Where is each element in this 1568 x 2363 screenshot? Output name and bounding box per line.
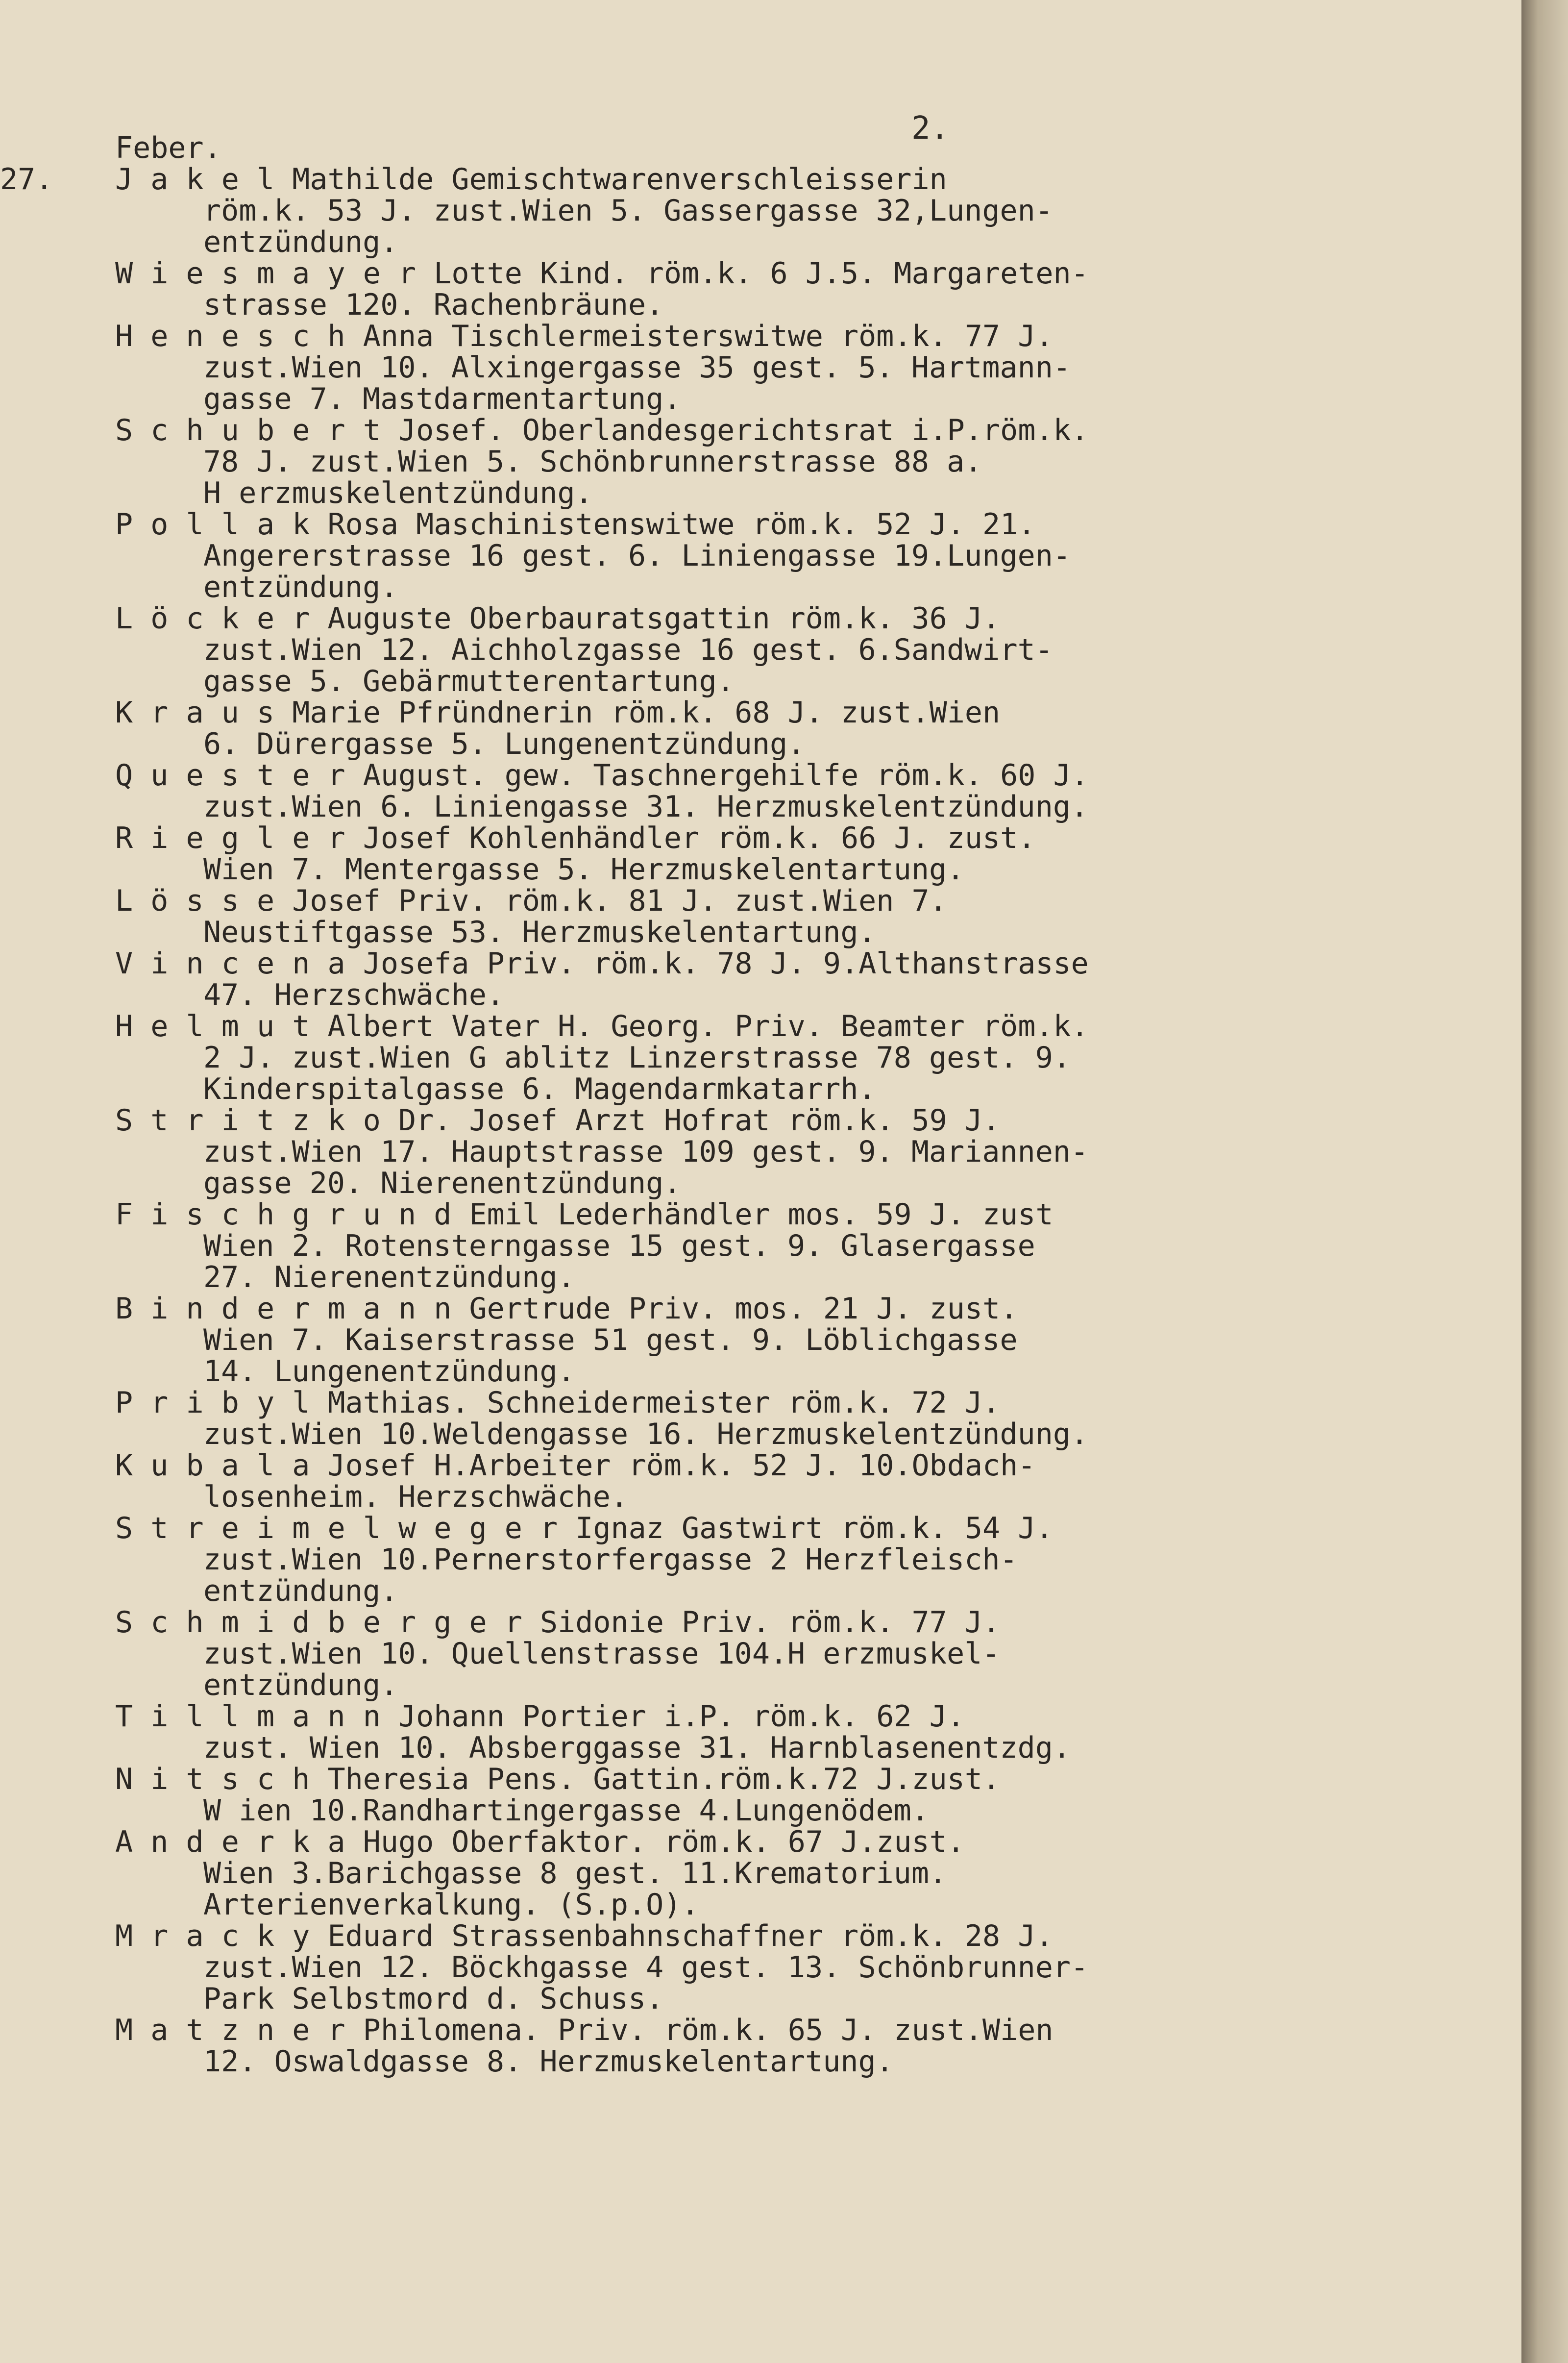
entry-body: Josef Priv. röm.k. 81 J. zust.Wien 7. Neustiftgasse 53. Herzmuskelentartung. [203, 884, 947, 949]
entry-surname: L ö s s e [115, 884, 293, 918]
entry-surname: M a t z n e r [115, 2013, 363, 2047]
register-entry [115, 1199, 1482, 1293]
entry-surname: P o l l a k [115, 507, 328, 542]
entry-list [0, 162, 1482, 2079]
entry-text [115, 1513, 1482, 1607]
entry-text [115, 948, 1482, 1011]
entry-body: Josef Kohlenhändler röm.k. 66 J. zust. Wien 7. Mentergasse 5. Herzmuskelentartung. [203, 821, 1036, 887]
register-entry [115, 321, 1482, 415]
entry-text [115, 1293, 1482, 1387]
entry-surname: H e l m u t [115, 1009, 328, 1044]
entry-surname: J a k e l [115, 162, 293, 197]
entry-surname: S t r e i m e l w e g e r [115, 1511, 576, 1545]
entry-surname: B i n d e r m a n n [115, 1292, 469, 1326]
register-entry [115, 1826, 1482, 1920]
entry-text [115, 509, 1482, 603]
entry-surname: S c h u b e r t [115, 413, 398, 448]
entry-text [115, 321, 1482, 415]
register-entry [115, 1607, 1482, 1701]
register-entry [115, 509, 1482, 603]
entry-body: August. gew. Taschnergehilfe röm.k. 60 J. zust.Wien 6. Liniengasse 31. Herzmuskelentzündung. [203, 758, 1089, 824]
entry-text [115, 1826, 1482, 1920]
entry-text [115, 1607, 1482, 1701]
entry-surname: S c h m i d b e r g e r [115, 1605, 540, 1640]
entry-surname: N i t s c h [115, 1762, 328, 1796]
entry-surname: M r a c k y [115, 1919, 328, 1953]
entry-body: Emil Lederhändler mos. 59 J. zust Wien 2. Rotensterngasse 15 gest. 9. Glasergasse 27. Nierenentzündung. [203, 1197, 1054, 1294]
register-entry [115, 1764, 1482, 1826]
entry-text [115, 164, 1482, 258]
register-entries [0, 131, 1482, 2079]
register-entry [115, 697, 1482, 760]
entry-surname: K r a u s [115, 696, 293, 730]
entry-surname: H e n e s c h [115, 319, 363, 353]
entry-text [115, 1387, 1482, 1450]
entry-text [115, 1011, 1482, 1105]
entry-surname: Q u e s t e r [115, 758, 363, 793]
entry-body: Rosa Maschinistenswitwe röm.k. 52 J. 21. Angererstrasse 16 gest. 6. Liniengasse 19.Lungen- entzündung. [203, 507, 1071, 604]
entry-text [115, 1105, 1482, 1199]
entry-body: Josef H.Arbeiter röm.k. 52 J. 10.Obdach- losenheim. Herzschwäche. [203, 1448, 1036, 1514]
entry-text [115, 258, 1482, 321]
register-entry [115, 1920, 1482, 2015]
entry-surname: A n d e r k a [115, 1825, 363, 1859]
entry-body: Johann Portier i.P. röm.k. 62 J. zust. Wien 10. Absberggasse 31. Harnblasenentzdg. [203, 1699, 1071, 1765]
register-entry [115, 822, 1482, 885]
entry-body: Hugo Oberfaktor. röm.k. 67 J.zust. Wien 3.Barichgasse 8 gest. 11.Krematorium. Arterienverkalkung. (S.p.O). [203, 1825, 965, 1922]
entry-body: Theresia Pens. Gattin.röm.k.72 J.zust. W ien 10.Randhartingergasse 4.Lungenödem. [203, 1762, 1001, 1828]
entry-body: Auguste Oberbauratsgattin röm.k. 36 J. zust.Wien 12. Aichholzgasse 16 gest. 6.Sandwirt- gasse 5. Gebärmutterentartung. [203, 601, 1053, 698]
entry-body: Sidonie Priv. röm.k. 77 J. zust.Wien 10. Quellenstrasse 104.H erzmuskel- entzündung. [203, 1605, 1001, 1702]
page-edge [1521, 0, 1568, 2363]
register-entry [115, 1387, 1482, 1450]
entry-body: Mathilde Gemischtwarenverschleisserin röm.k. 53 J. zust.Wien 5. Gassergasse 32,Lungen- entzündung. [203, 162, 1053, 259]
entry-surname: V i n c e n a [115, 946, 363, 981]
register-entry [115, 1450, 1482, 1513]
entry-surname: R i e g l e r [115, 821, 363, 855]
entry-body: Eduard Strassenbahnschaffner röm.k. 28 J. zust.Wien 12. Böckhgasse 4 gest. 13. Schönbrunner- Park Selbstmord d. Schuss. [203, 1919, 1089, 2016]
entry-body: Marie Pfründnerin röm.k. 68 J. zust.Wien 6. Dürergasse 5. Lungenentzündung. [203, 696, 1001, 761]
entry-text [115, 415, 1482, 509]
entry-body: Lotte Kind. röm.k. 6 J.5. Margareten- strasse 120. Rachenbräune. [203, 256, 1089, 322]
register-entry [115, 1513, 1482, 1607]
entry-body: Philomena. Priv. röm.k. 65 J. zust.Wien 12. Oswaldgasse 8. Herzmuskelentartung. [203, 2013, 1054, 2079]
entry-body: Mathias. Schneidermeister röm.k. 72 J. zust.Wien 10.Weldengasse 16. Herzmuskelentzündung. [203, 1386, 1089, 1451]
entry-text [115, 822, 1482, 885]
entry-surname: K u b a l a [115, 1448, 328, 1483]
entry-text [115, 1920, 1482, 2015]
entry-body: Josef. Oberlandesgerichtsrat i.P.röm.k. 78 J. zust.Wien 5. Schönbrunnerstrasse 88 a. H erzmuskelentzündung. [203, 413, 1089, 510]
entry-text [115, 1450, 1482, 1513]
register-entry [115, 885, 1482, 948]
register-entry [115, 1293, 1482, 1387]
entry-surname: S t r i t z k o [115, 1103, 398, 1138]
register-entry [115, 415, 1482, 509]
entry-text [115, 697, 1482, 760]
month-label: Feber. [115, 131, 221, 165]
entry-body: Anna Tischlermeisterswitwe röm.k. 77 J. zust.Wien 10. Alxingergasse 35 gest. 5. Hartmann- gasse 7. Mastdarmentartung. [203, 319, 1071, 416]
entry-body: Gertrude Priv. mos. 21 J. zust. Wien 7. Kaiserstrasse 51 gest. 9. Löblichgasse 14. Lungenentzündung. [203, 1292, 1018, 1389]
entry-text [115, 760, 1482, 822]
entry-surname: L ö c k e r [115, 601, 328, 636]
register-entry [115, 1011, 1482, 1105]
entry-text [115, 885, 1482, 948]
register-entry [115, 760, 1482, 822]
register-entry: 27. J a k e l Mathilde Gemischtwarenverschleisserin röm.k. 53 J. zust.Wien 5. Gassergasse 32,Lungen- entzündung. [115, 164, 1482, 258]
entry-surname: W i e s m a y e r [115, 256, 434, 291]
entry-text [115, 603, 1482, 697]
entry-surname: T i l l m a n n [115, 1699, 398, 1734]
register-entry [115, 258, 1482, 321]
entry-body: Dr. Josef Arzt Hofrat röm.k. 59 J. zust.Wien 17. Hauptstrasse 109 gest. 9. Mariannen- gasse 20. Nierenentzündung. [203, 1103, 1089, 1200]
entry-body: Josefa Priv. röm.k. 78 J. 9.Althanstrasse 47. Herzschwäche. [203, 946, 1089, 1012]
register-entry [115, 1105, 1482, 1199]
entry-text [115, 1701, 1482, 1764]
page-number: 2. [911, 110, 950, 147]
register-entry [115, 1701, 1482, 1764]
entry-surname: F i s c h g r u n d [115, 1197, 469, 1232]
entry-text [115, 1764, 1482, 1826]
entry-text [115, 2015, 1482, 2077]
entry-text [115, 1199, 1482, 1293]
entry-surname: P r i b y l [115, 1386, 328, 1420]
register-entry [115, 603, 1482, 697]
register-entry [115, 948, 1482, 1011]
entry-body: Albert Vater H. Georg. Priv. Beamter röm.k. 2 J. zust.Wien G ablitz Linzerstrasse 78 gest. 9. Kinderspitalgasse 6. Magendarmkatarrh. [203, 1009, 1089, 1106]
register-entry [115, 2015, 1482, 2077]
entry-body: Ignaz Gastwirt röm.k. 54 J. zust.Wien 10.Pernerstorfergasse 2 Herzfleisch- entzündung. [203, 1511, 1054, 1608]
